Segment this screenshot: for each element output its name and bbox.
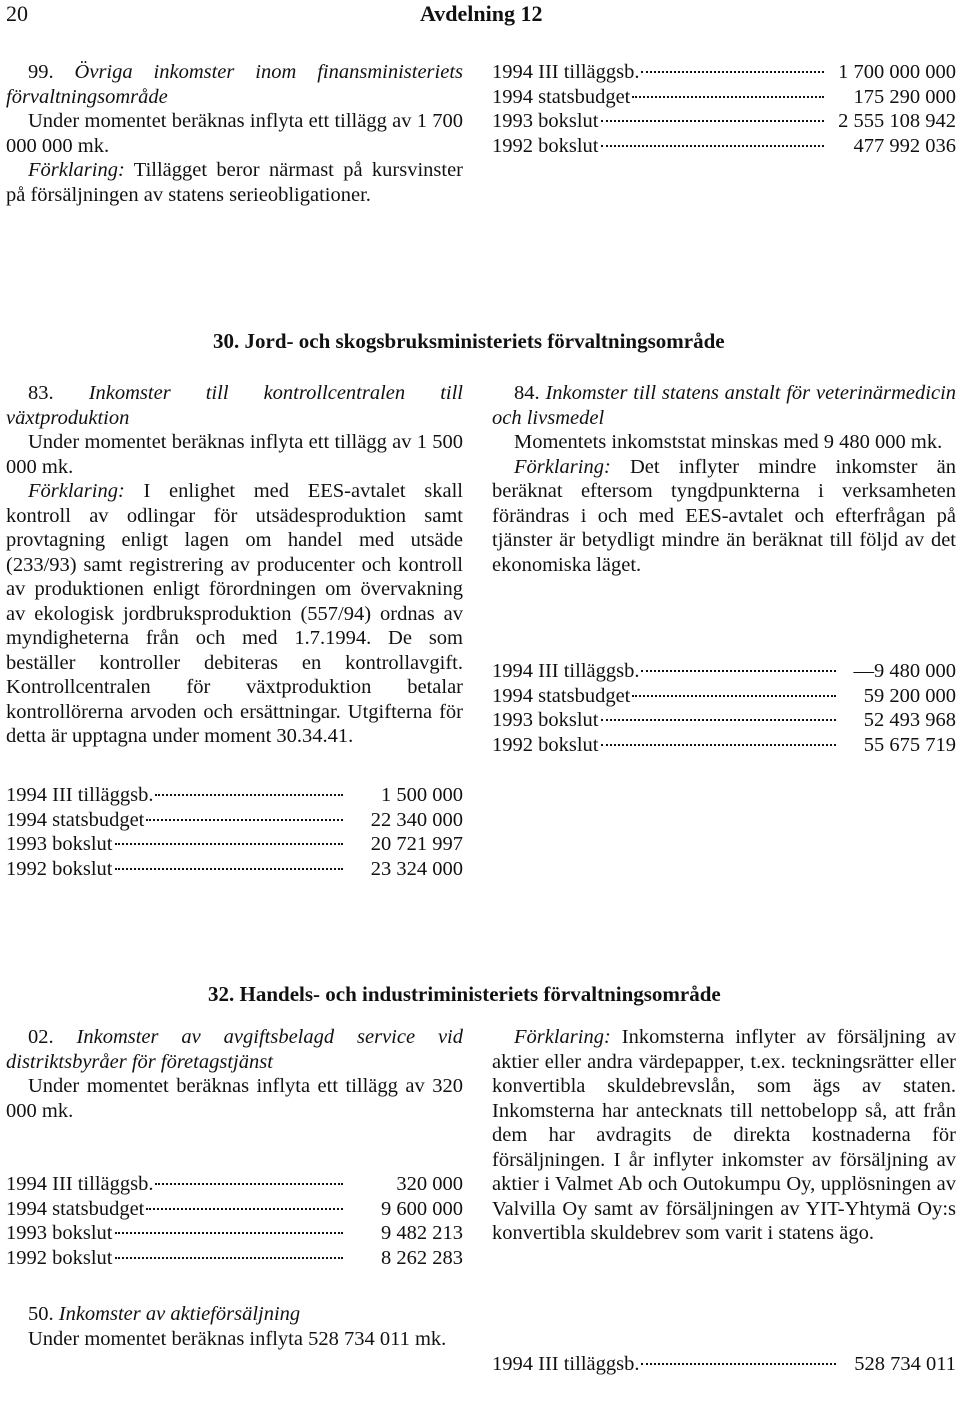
ledger-value: 59 200 000	[863, 684, 956, 707]
item-83-title	[6, 381, 463, 430]
explanation-label: Förklaring:	[514, 1026, 611, 1048]
ledger-value: 23 324 000	[370, 857, 463, 880]
ledger-label: 1994 statsbudget	[492, 684, 631, 707]
ledger-value: 8 262 283	[381, 1246, 463, 1269]
explanation-text: Tillägget beror närmast på kursvinster på försäljningen av statens serieobligationer.	[6, 159, 463, 206]
ledger-row	[492, 1352, 956, 1377]
ledger-label: 1993 bokslut	[6, 1222, 113, 1244]
ledger-row	[492, 733, 956, 758]
ledger-value: 175 290 000	[853, 85, 956, 108]
ledger-row	[6, 1246, 463, 1271]
ledger-label: 1994 III tilläggsb.	[492, 660, 640, 682]
dot-leader	[155, 794, 343, 796]
ledger-label: 1994 statsbudget	[6, 808, 145, 831]
dot-leader	[115, 843, 344, 845]
ledger-label: 1994 III tilläggsb.	[6, 784, 154, 806]
ledger-value: 20 721 997	[370, 833, 463, 855]
ledger-value: 1 500 000	[381, 784, 463, 806]
dot-leader	[632, 695, 836, 697]
ledger-label: 1994 III tilläggsb.	[492, 1353, 640, 1375]
ledger-value: 9 600 000	[381, 1197, 463, 1220]
item-50	[6, 1302, 463, 1351]
ledger-value: 477 992 036	[853, 134, 956, 157]
ledger-value: 52 493 968	[863, 709, 956, 731]
ledger-row	[492, 109, 956, 134]
dot-leader	[632, 96, 824, 98]
item-50-ledger	[492, 1352, 956, 1377]
item-84-title-text: Inkomster till statens anstalt för veterinärmedicin och livsmedel	[492, 382, 957, 429]
item-84	[492, 381, 956, 577]
ledger-row	[6, 832, 463, 857]
item-99-title-text: Övriga inkomster inom finansministeriets förvaltningsområde	[6, 61, 463, 108]
ledger-label: 1992 bokslut	[6, 857, 113, 880]
page-header-title: Avdelning 12	[420, 1, 543, 26]
item-83-body: Under momentet beräknas inflyta ett tillägg av 1 500 000 mk.	[6, 431, 463, 478]
ledger-label: 1994 III tilläggsb.	[492, 61, 640, 83]
ledger-row	[492, 659, 956, 684]
dot-leader	[601, 120, 825, 122]
dot-leader	[146, 819, 343, 821]
section-32-heading: 32. Handels- och industriministeriets förvaltningsområde	[208, 982, 721, 1006]
item-02-ledger	[6, 1172, 463, 1270]
ledger-row	[6, 1172, 463, 1197]
ledger-value: 22 340 000	[370, 808, 463, 831]
item-83-ledger	[6, 783, 463, 881]
ledger-label: 1993 bokslut	[6, 833, 113, 855]
ledger-value: 9 482 213	[381, 1222, 463, 1244]
item-83	[6, 381, 463, 749]
item-50-title-text: Inkomster av aktieförsäljning	[58, 1303, 301, 1325]
dot-leader	[641, 1363, 836, 1365]
ledger-label: 1993 bokslut	[492, 709, 599, 731]
item-99-explanation	[6, 158, 463, 207]
ledger-label: 1992 bokslut	[6, 1246, 113, 1269]
explanation-text: Inkomsterna inflyter av försäljning av aktier eller andra värdepapper, t.ex. teckningsrätter eller konvertibla skuldebrevslån, som ägs av staten. Inkomsterna har antecknats till nettobelopp så, att från dem har avdragits de direkta kostnaderna för försäljningen. I år inflyter inkomster av försäljning av aktier i Valmet Ab och Outokumpu Oy, upplösningen av Valvilla Oy samt av försäljningen av YIT-Yhtymä Oy:s konvertibla skuldebrev som varit i statens ägo.	[492, 1026, 957, 1244]
ledger-label: 1993 bokslut	[492, 110, 599, 132]
dot-leader	[155, 1183, 343, 1185]
ledger-label: 1994 statsbudget	[6, 1197, 145, 1220]
item-84-number: 84.	[514, 382, 540, 404]
item-50-body: Under momentet beräknas inflyta 528 734 011 mk.	[28, 1327, 447, 1350]
ledger-value: 2 555 108 942	[838, 110, 956, 132]
explanation-text: Det inflyter mindre inkomster än beräknat eftersom tyngdpunkterna i verksamheten förändras i och med EES-avtalet och efterfrågan på tjänster är betydligt mindre än beräknat till följd av det ekonomiska läget.	[492, 455, 956, 576]
ledger-value: 55 675 719	[863, 733, 956, 756]
ledger-row	[492, 85, 956, 110]
item-84-explanation	[492, 455, 956, 578]
item-99-body: Under momentet beräknas inflyta ett tillägg av 1 700 000 000 mk.	[6, 110, 463, 157]
ledger-label: 1994 statsbudget	[492, 85, 631, 108]
explanation-label: Förklaring:	[28, 480, 125, 502]
item-84-title	[492, 381, 956, 430]
ledger-label: 1992 bokslut	[492, 733, 599, 756]
explanation-label: Förklaring:	[28, 159, 125, 181]
dot-leader	[115, 868, 344, 870]
ledger-row	[492, 134, 956, 159]
item-02-number: 02.	[28, 1026, 54, 1048]
item-99-ledger	[492, 60, 956, 158]
item-99-title	[6, 60, 463, 109]
ledger-row	[492, 708, 956, 733]
ledger-row	[6, 857, 463, 882]
ledger-label: 1994 III tilläggsb.	[6, 1173, 154, 1195]
ledger-value: —9 480 000	[853, 660, 956, 682]
ledger-value: 528 734 011	[854, 1353, 956, 1375]
item-50-number: 50.	[28, 1303, 54, 1325]
item-50-explanation-block	[492, 1025, 956, 1246]
dot-leader	[115, 1257, 344, 1259]
item-83-number: 83.	[28, 382, 54, 404]
item-50-explanation	[492, 1025, 956, 1246]
ledger-label: 1992 bokslut	[492, 134, 599, 157]
item-02	[6, 1025, 463, 1123]
item-02-body: Under momentet beräknas inflyta ett tillägg av 320 000 mk.	[6, 1075, 463, 1122]
dot-leader	[601, 744, 837, 746]
dot-leader	[641, 670, 836, 672]
item-50-title	[6, 1302, 463, 1327]
page-number: 20	[6, 1, 28, 26]
ledger-value: 1 700 000 000	[838, 61, 956, 83]
item-02-title-text: Inkomster av avgiftsbelagd service vid distriktsbyråer för företagstjänst	[6, 1026, 463, 1073]
ledger-row	[6, 1221, 463, 1246]
explanation-label: Förklaring:	[514, 455, 611, 478]
explanation-text: I enlighet med EES-avtalet skall kontroll av odlingar för utsädesproduktion samt provtagning enligt lagen om handel med utsäde (233/93) samt registrering av producenter och kontroll av produktionen enligt förordningen om övervakning av ekologisk jordbruksproduktion (557/94) ordnas av myndigheterna från och med 1.7.1994. De som beställer kontroller debiteras en kontrollavgift. Kontrollcentralen för växtproduktion betalar kontrollörerna arvoden och ersättningar. Utgifterna för detta är upptagna under moment 30.34.41.	[6, 480, 464, 747]
item-99	[6, 60, 463, 207]
ledger-row	[6, 783, 463, 808]
ledger-row	[6, 1197, 463, 1222]
item-02-title	[6, 1025, 463, 1074]
item-84-ledger	[492, 659, 956, 757]
ledger-row	[492, 684, 956, 709]
ledger-value: 320 000	[396, 1173, 463, 1195]
dot-leader	[115, 1232, 344, 1234]
dot-leader	[641, 71, 824, 73]
item-84-body: Momentets inkomststat minskas med 9 480 000 mk.	[514, 431, 943, 453]
ledger-row	[492, 60, 956, 85]
item-83-explanation	[6, 479, 463, 749]
dot-leader	[601, 719, 837, 721]
dot-leader	[146, 1208, 343, 1210]
section-30-heading: 30. Jord- och skogsbruksministeriets förvaltningsområde	[213, 329, 725, 353]
item-99-number: 99.	[28, 61, 54, 83]
ledger-row	[6, 808, 463, 833]
item-83-title-text: Inkomster till kontrollcentralen till växtproduktion	[6, 382, 463, 429]
dot-leader	[601, 145, 825, 147]
